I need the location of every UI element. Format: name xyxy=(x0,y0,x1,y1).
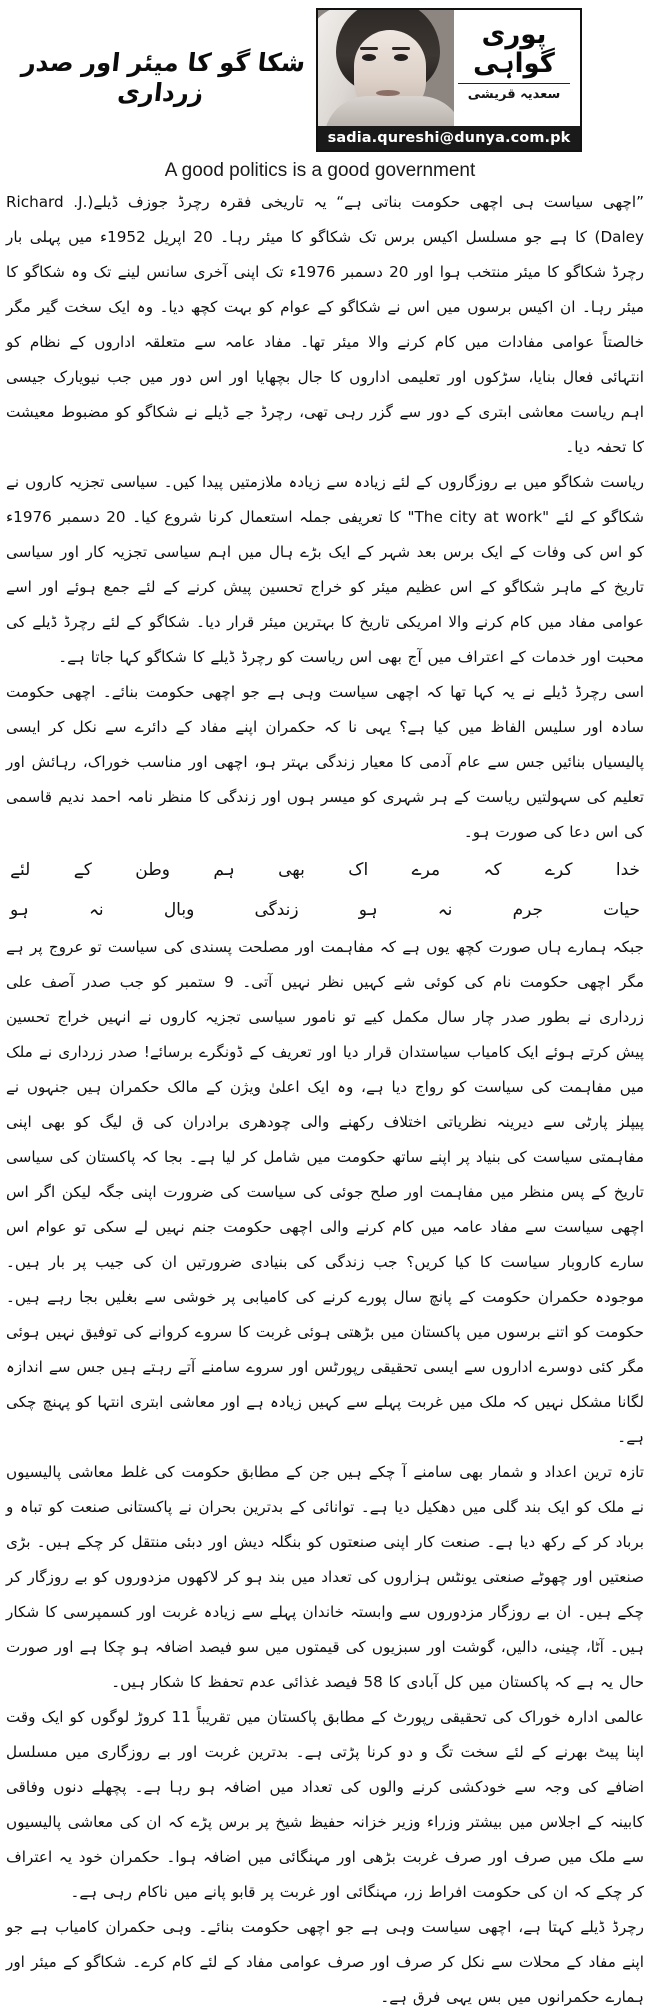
column-branding xyxy=(452,10,580,126)
verse-word: وطن xyxy=(135,860,170,880)
verse-word: کے xyxy=(73,860,92,880)
column-title-line-1: پوری xyxy=(481,19,547,50)
verse-word: ہم xyxy=(213,860,235,880)
author-photo xyxy=(318,10,454,126)
logo-divider xyxy=(458,83,570,84)
verse-word: کرے xyxy=(544,860,573,880)
verse-word: نہ xyxy=(88,900,104,920)
paragraph: ”اچھی سیاست ہی اچھی حکومت بناتی ہے“ یہ تاریخی فقرہ رچرڈ جوزف ڈیلے(Richard .J. Daley) کا ہے جو مسلسل اکیس برس تک شکاگو کا میئر رہا۔ 20 اپریل 1952ء میں پہلی بار رچرڈ شکاگو کا میئر منتخب ہوا اور 20 دسمبر 1976ء تک اپنی آخری سانس لینے تک وہ شکاگو کا میئر رہا۔ ان اکیس برسوں میں اس نے شکاگو کے عوام کو بہت کچھ دیا۔ وہ ایک سخت گیر مگر خالصتاً عوامی مفادات میں کام کرنے والا میئر تھا۔ مفاد عامہ سے متعلقہ اداروں کے نظام کو انتہائی فعال بنایا، سڑکوں اور تعلیمی اداروں کا جال بچھایا اور اس دور میں جب نیویارک جیسی اہم ریاست معاشی ابتری کے دور سے گزر رہی تھی، رچرڈ جے ڈیلے نے شکاگو کو مضبوط معیشت کا تحفہ دیا۔ xyxy=(6,193,645,456)
verse-word: جرم xyxy=(512,900,543,920)
verse-word: زندگی xyxy=(254,900,299,920)
verse-word: مرے xyxy=(411,860,441,880)
verse-word: وبال xyxy=(163,900,195,920)
verse-word: بھی xyxy=(278,860,305,880)
paragraph: جبکہ ہمارے ہاں صورت کچھ یوں ہے کہ مفاہمت اور مصلحت پسندی کی سیاست تو عروج پر ہے مگر اچھی حکومت نام کی کوئی شے کہیں نظر نہیں آتی۔ 9 ستمبر کو جب صدر آصف علی زرداری نے بطور صدر چار سال مکمل کیے تو نامور سیاسی تجزیہ کاروں نے انہیں خراج تحسین پیش کرتے ہوئے ایک کامیاب سیاستدان قرار دیا اور تعریف کے ڈونگرے برسائے! صدر زرداری نے ملک میں مفاہمت کی سیاست کو رواج دیا ہے، وہ ایک اعلیٰ ویژن کے مالک حکمران ہیں جنہوں نے پیپلز پارٹی سے دیرینہ نظریاتی اختلاف رکھنے والی چودھری برادران کی ق لیگ کو بھی اپنی مفاہمتی سیاست کی بنیاد پر اپنے ساتھ حکومت میں شامل کر لیا ہے۔ بجا کہ پاکستان کی سیاسی تاریخ کے پس منظر میں مفاہمت اور صلح جوئی کی سیاست کی ضرورت اپنی جگہ لیکن اگر اس اچھی سیاست سے مفاد عامہ میں کام کرنے والی اچھی حکومت جنم نہیں لے سکی تو عوام اس سارے کاروبار سیاست کا کیا کریں؟ جب زندگی کی بنیادی ضرورتیں ان کی جیب پر بار ہیں۔ موجودہ حکمران حکومت کے پانچ سال پورے کرنے کی کامیابی پر خوشی سے بغلیں بجا رہے ہیں۔ حکومت کو اتنے برسوں میں پاکستان میں بڑھتی ہوئی غربت کا سروے کروانے کی توفیق نہیں ہوئی مگر کئی دوسرے اداروں سے ایسی تحقیقی رپورٹس اور سروے سامنے آتے رہتے ہیں جس سے اندازہ لگانا مشکل نہیں کہ ملک میں غربت پہلے سے کہیں زیادہ ہے اور معاشی ابتری انتہا کو پہنچ چکی ہے۔ xyxy=(6,938,644,1446)
paragraph: اسی رچرڈ ڈیلے نے یہ کہا تھا کہ اچھی سیاست وہی ہے جو اچھی حکومت بنائے۔ اچھی حکومت سادہ اور سلیس الفاظ میں کیا ہے؟ یہی نا کہ حکمران اپنے مفاد کے دائرے سے نکل کر ایسی پالیسیاں بنائیں جس سے عام آدمی کا معیار زندگی بہتر ہو، اچھی اور مناسب خوراک، رہائش اور تعلیم کی سہولتیں ریاست کے ہر شہری کو میسر ہوں اور زندگی کا منظر نامہ احمد ندیم قاسمی کی اس دعا کی صورت ہو۔ xyxy=(6,683,644,841)
paragraph: رچرڈ ڈیلے کہتا ہے، اچھی سیاست وہی ہے جو اچھی حکومت بنائے۔ وہی حکمران کامیاب ہے جو اپنے مفاد کے محلات سے نکل کر صرف اور صرف عوامی مفاد کے لئے کام کرے۔ شکاگو کے میئر اور ہمارے حکمرانوں میں بس یہی فرق ہے۔ xyxy=(6,1918,644,2006)
verse-word: ہو xyxy=(358,900,378,920)
verse-word: حیات xyxy=(603,900,640,920)
column-title xyxy=(458,14,569,78)
portrait-graphic xyxy=(318,10,454,126)
verse-line-2 xyxy=(6,890,644,930)
eye-right xyxy=(394,54,408,61)
verse-word: لئے xyxy=(10,860,31,880)
eye-left xyxy=(362,54,376,61)
verse-word: ہو xyxy=(10,900,29,920)
verse-line-1 xyxy=(6,850,644,890)
column-title-line-2: گواہی xyxy=(473,48,555,80)
verse-word: نہ xyxy=(437,900,453,920)
eyebrow-right xyxy=(392,47,410,50)
article-body xyxy=(0,185,650,2015)
author-email[interactable]: sadia.qureshi@dunya.com.pk xyxy=(318,126,580,150)
author-name: سعدیہ قریشی xyxy=(467,87,561,103)
verse-word: خدا xyxy=(615,860,640,880)
page-title: شکا گو کا میئر اور صدر زرداری xyxy=(20,48,307,107)
paragraph: تازہ ترین اعداد و شمار بھی سامنے آ چکے ہیں جن کے مطابق حکومت کی غلط معاشی پالیسیوں نے ملک کو ایک بند گلی میں دھکیل دیا ہے۔ توانائی کے بدترین بحران نے پاکستانی صنعت کو تباہ و برباد کر کے رکھ دیا ہے۔ صنعت کار اپنی صنعتوں کو بنگلہ دیش اور دبئی منتقل کر چکے ہیں۔ بڑی صنعتیں اور چھوٹے صنعتی یونٹس ہزاروں کی تعداد میں بند ہو کر لاکھوں مزدوروں کو بے روزگار کر چکے ہیں۔ ان بے روزگار مزدوروں سے وابستہ خاندان پہلے سے زیادہ غربت اور کسمپرسی کا شکار ہیں۔ آٹا، چینی، دالیں، گوشت اور سبزیوں کی قیمتوں میں سو فیصد اضافہ ہو چکا ہے اور صورت حال یہ ہے کہ پاکستان میں کل آبادی کا 58 فیصد غذائی عدم تحفظ کا شکار ہیں۔ xyxy=(6,1463,644,1691)
verse-word: اک xyxy=(348,860,369,880)
paragraph: ریاست شکاگو میں بے روزگاروں کے لئے زیادہ سے زیادہ ملازمتیں پیدا کیں۔ سیاسی تجزیہ کاروں نے شکاگو کے لئے "The city at work" کا تعریفی جملہ استعمال کرنا شروع کیا۔ 20 دسمبر 1976ء کو اس کی وفات کے ایک برس بعد شہر کے ایک بڑے ہال میں اہم سیاسی تجزیہ کار اور سیاسی تاریخ کے ماہر شکاگو کے اس عظیم میئر کو خراج تحسین پیش کرنے کے لئے جمع ہوئے اور اسے عوامی مفاد میں کام کرنے والا امریکی تاریخ کا بہترین میئر قرار دیا۔ شکاگو کے لئے رچرڈ ڈیلے کی محبت اور خدمات کے اعتراف میں آج بھی اس ریاست کو رچرڈ ڈیلے کا شکاگو کہا جاتا ہے۔ xyxy=(6,473,644,666)
page-subtitle: A good politics is a good government xyxy=(164,160,476,181)
masthead xyxy=(0,0,650,185)
verse-word: کہ xyxy=(483,860,502,880)
eyebrow-left xyxy=(360,47,378,50)
column-logo-box xyxy=(316,8,582,152)
paragraph: عالمی ادارہ خوراک کی تحقیقی رپورٹ کے مطابق پاکستان میں تقریباً 11 کروڑ لوگوں کو ایک وقت اپنا پیٹ بھرنے کے لئے سخت تگ و دو کرنا پڑتی ہے۔ بدترین غربت اور بے روزگاری میں مسلسل اضافے کی وجہ سے خودکشی کرنے والوں کی تعداد میں اضافہ ہو رہا ہے۔ پچھلے دنوں وفاقی کابینہ کے اجلاس میں بیشتر وزراء وزیر خزانہ حفیظ شیخ پر برس پڑے کہ ان کی معاشی پالیسیوں سے ملک میں صرف اور صرف غربت بڑھی اور مہنگائی میں اضافہ ہوا۔ حکمران خود یہ اعتراف کر چکے کہ ان کی حکومت افراط زر، مہنگائی اور غربت پر قابو پانے میں ناکام رہی ہے۔ xyxy=(6,1708,644,1901)
